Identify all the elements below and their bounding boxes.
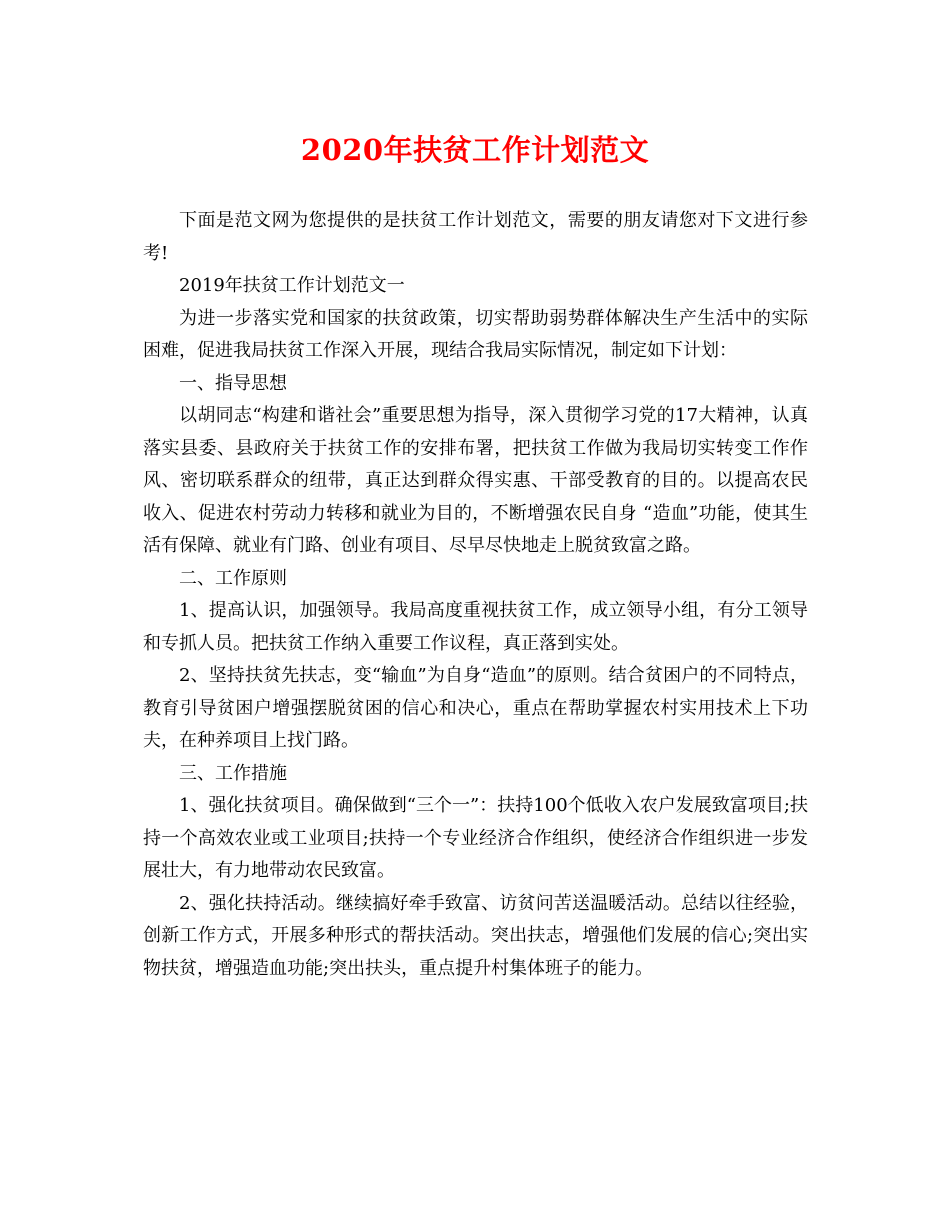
- paragraph-measure-2: 2、强化扶持活动。继续搞好牵手致富、访贫问苦送温暖活动。总结以往经验，创新工作方式，开展多种形式的帮扶活动。突出扶志，增强他们发展的信心;突出实物扶贫，增强造血功能;突出扶头，重点提升村集体班子的能力。: [143, 892, 808, 979]
- document-body: [143, 205, 808, 985]
- paragraph-measure-1: 1、强化扶贫项目。确保做到“三个一”：扶持100个低收入农户发展致富项目;扶持一个高效农业或工业项目;扶持一个专业经济合作组织，使经济合作组织进一步发展壮大，有力地带动农民致富。: [143, 795, 808, 881]
- paragraph-purpose: 为进一步落实党和国家的扶贫政策，切实帮助弱势群体解决生产生活中的实际困难，促进我局扶贫工作深入开展，现结合我局实际情况，制定如下计划：: [143, 307, 808, 361]
- section-heading-guiding-thought: 一、指导思想: [179, 372, 287, 394]
- document-title: 2020年扶贫工作计划范文: [300, 133, 650, 167]
- paragraph-principle-2: 2、坚持扶贫先扶志，变“输血”为自身“造血”的原则。结合贫困户的不同特点，教育引导贫困户增强摆脱贫困的信心和决心，重点在帮助掌握农村实用技术上下功夫，在种养项目上找门路。: [143, 665, 808, 751]
- paragraph-guiding-thought: 以胡同志“构建和谐社会”重要思想为指导，深入贯彻学习党的17大精神，认真落实县委、县政府关于扶贫工作的安排布署，把扶贫工作做为我局切实转变工作作风、密切联系群众的纽带，真正达到群众得实惠、干部受教育的目的。以提高农民收入、促进农村劳动力转移和就业为目的，不断增强农民自身 “造血”功能，使其生活有保障、就业有门路、创业有项目、尽早尽快地走上脱贫致富之路。: [143, 405, 808, 556]
- paragraph-intro: 下面是范文网为您提供的是扶贫工作计划范文，需要的朋友请您对下文进行参考!: [143, 210, 808, 264]
- section-heading-work-measures: 三、工作措施: [179, 762, 287, 784]
- paragraph-principle-1: 1、提高认识，加强领导。我局高度重视扶贫工作，成立领导小组，有分工领导和专抓人员。把扶贫工作纳入重要工作议程，真正落到实处。: [143, 600, 808, 654]
- section-heading-work-principles: 二、工作原则: [179, 567, 287, 589]
- paragraph-subtitle: 2019年扶贫工作计划范文一: [179, 275, 405, 296]
